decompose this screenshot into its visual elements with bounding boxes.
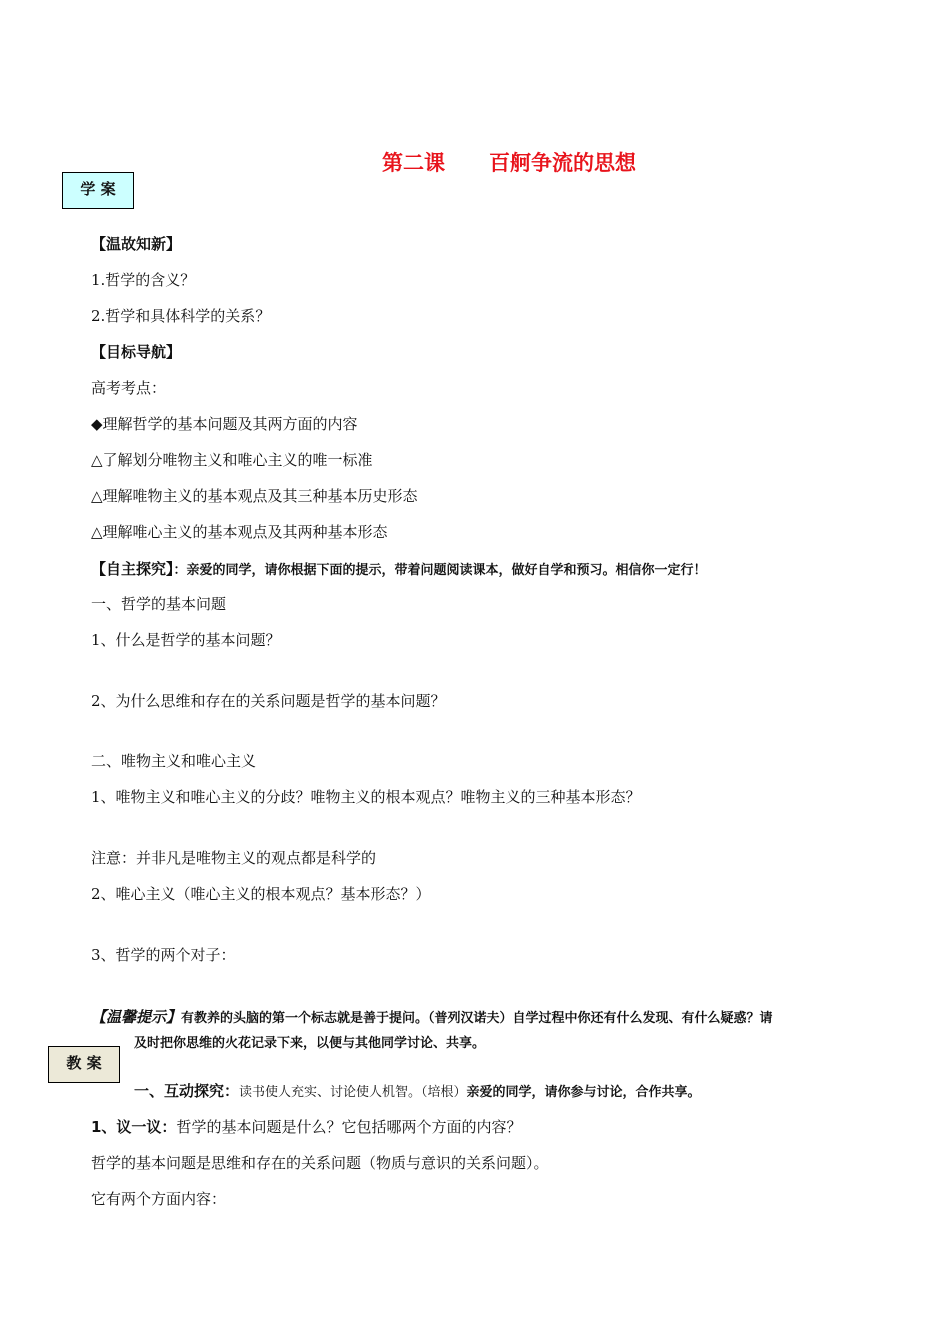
section-2-title: 二、唯物主义和唯心主义 xyxy=(91,752,257,770)
title-lesson-name: 百舸争流的思想 xyxy=(489,151,636,175)
section-2-question-3: 3、哲学的两个对子： xyxy=(91,946,236,964)
self-study-text: ：亲爱的同学，请你根据下面的提示，带着问题阅读课本，做好自学和预习。相信你一定行！ xyxy=(173,563,707,578)
self-study-heading: 【自主探究】 xyxy=(91,560,174,578)
interactive-invite: 亲爱的同学，请你参与讨论，合作共享。 xyxy=(466,1085,701,1100)
discuss-label: 1、议一议： xyxy=(91,1118,177,1136)
interactive-exploration-line xyxy=(134,1080,701,1101)
xuean-label-box xyxy=(62,172,134,209)
goals-intro: 高考考点： xyxy=(91,379,167,397)
tip-heading: 【温馨提示】 xyxy=(91,1008,182,1026)
review-heading: 【温故知新】 xyxy=(91,235,182,253)
discuss-question: 哲学的基本问题是什么？它包括哪两个方面的内容？ xyxy=(176,1118,522,1136)
goal-item: △理解唯物主义的基本观点及其三种基本历史形态 xyxy=(91,487,418,505)
goal-item: ◆理解哲学的基本问题及其两方面的内容 xyxy=(91,415,358,433)
review-question-2: 2.哲学和具体科学的关系？ xyxy=(91,307,271,325)
goal-item: △理解唯心主义的基本观点及其两种基本形态 xyxy=(91,523,388,541)
page-title xyxy=(382,147,636,177)
review-question-1: 1.哲学的含义？ xyxy=(91,271,196,289)
self-study-intro xyxy=(91,558,707,579)
title-lesson-number: 第二课 xyxy=(382,151,445,175)
interactive-label: 一、互动探究： xyxy=(134,1082,240,1100)
tip-line-1 xyxy=(91,1006,773,1027)
goal-item: △了解划分唯物主义和唯心主义的唯一标准 xyxy=(91,451,373,469)
interactive-quote: 读书使人充实、讨论使人机智。（培根） xyxy=(239,1085,467,1100)
answer-line-1: 哲学的基本问题是思维和存在的关系问题（物质与意识的关系问题）。 xyxy=(91,1154,549,1172)
discuss-line xyxy=(91,1116,521,1137)
section-1-question-2: 2、为什么思维和存在的关系问题是哲学的基本问题？ xyxy=(91,692,446,710)
section-2-question-1: 1、唯物主义和唯心主义的分歧？唯物主义的根本观点？唯物主义的三种基本形态？ xyxy=(91,788,641,806)
tip-text-1: 有教养的头脑的第一个标志就是善于提问。（普列汉诺夫）自学过程中你还有什么发现、有什么疑惑？请 xyxy=(181,1011,773,1026)
jiaoan-label: 教 案 xyxy=(66,1054,102,1072)
section-2-note: 注意：并非凡是唯物主义的观点都是科学的 xyxy=(91,849,377,867)
xuean-label: 学 案 xyxy=(80,180,116,198)
goals-heading: 【目标导航】 xyxy=(91,343,182,361)
tip-line-2: 及时把你思维的火花记录下来，以便与其他同学讨论、共享。 xyxy=(134,1036,486,1051)
answer-line-2: 它有两个方面内容： xyxy=(91,1190,227,1208)
jiaoan-label-box xyxy=(48,1046,120,1083)
section-1-title: 一、哲学的基本问题 xyxy=(91,595,227,613)
section-2-question-2: 2、唯心主义（唯心主义的根本观点？基本形态？） xyxy=(91,885,431,903)
section-1-question-1: 1、什么是哲学的基本问题？ xyxy=(91,631,281,649)
